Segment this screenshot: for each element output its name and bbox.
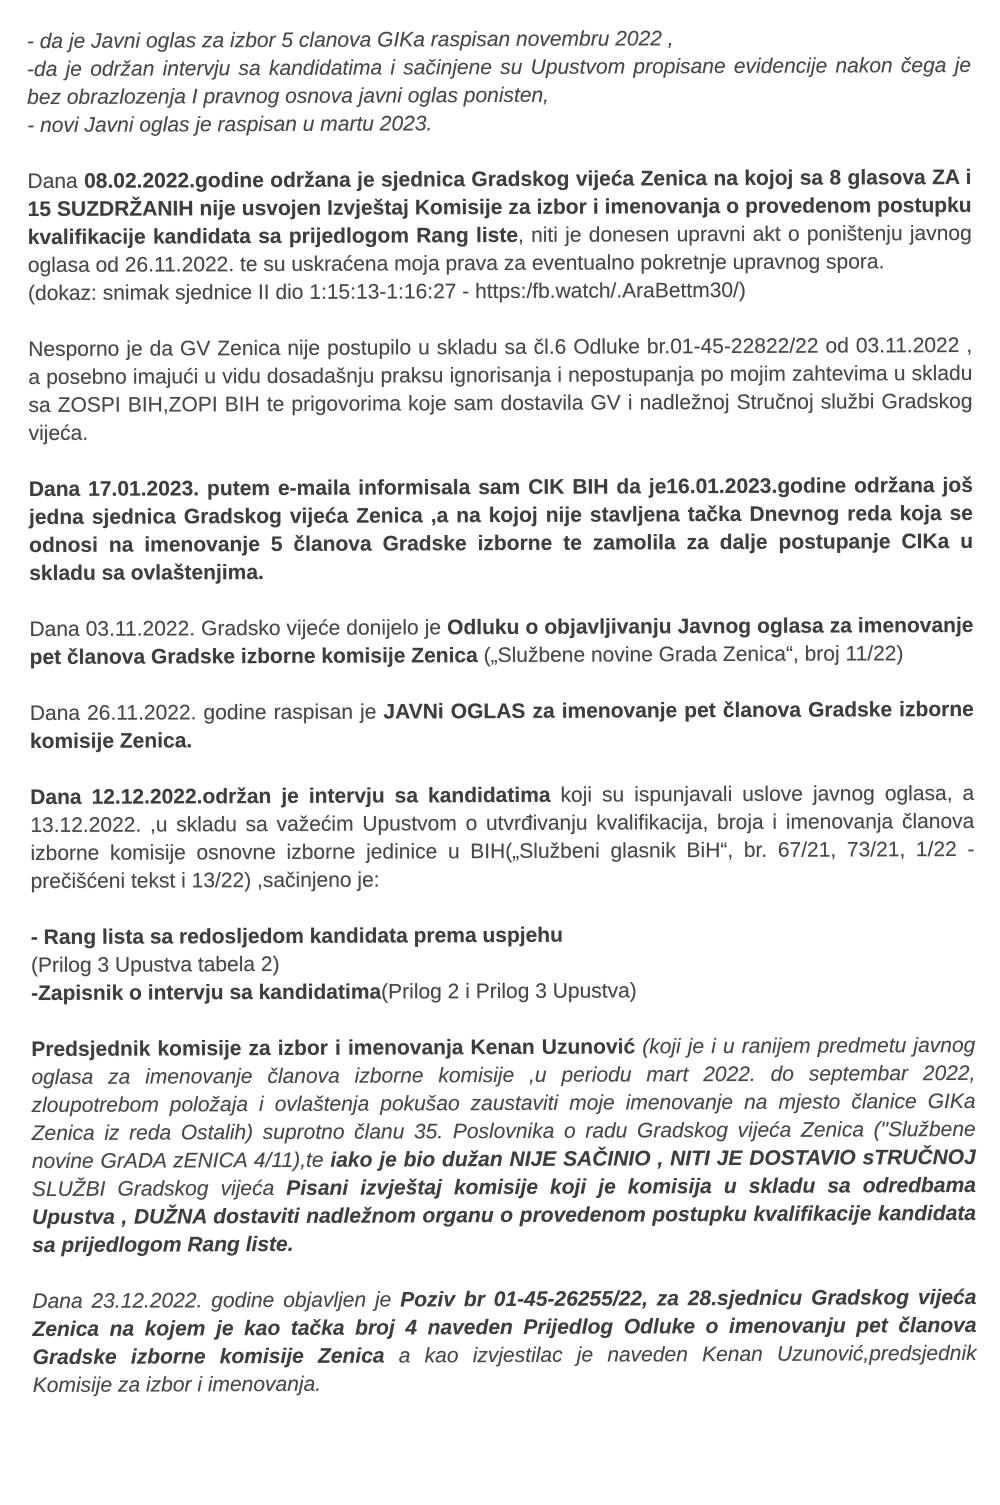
paragraph-rang-lista-zapisnik [31,920,975,1008]
paragraph-nesporno-gv-zenica [28,332,972,448]
text-run: Nesporno je da GV Zenica nije postupilo u skladu sa čl.6 Odluke br.01-45-22822/22 od 03.11.2022 , a posebno imajući u vidu dosadašnju praksu ignorisanja i nepostupanja po mojim zahtevima u skladu sa ZOSPI BIH,ZOPI BIH te prigovorima koje sam dostavila GV i nadležnoj Stručnoj službi Gradskog vijeća. [28,333,973,446]
text-run: (dokaz: snimak sjednice II dio 1:15:13-1:16:27 - https:/fb.watch/.AraBettm30/) [27,278,746,306]
paragraph-cik-email-17-01-2023 [29,472,973,588]
paragraph-poziv-23-12-2022 [32,1284,976,1400]
text-run: („Službene novine Grada Zenica“, broj 11/22) [477,642,904,668]
text-run: JAVNi OGLAS za imenovanje pet članova Gradske izborne komisije Zenica. [29,697,974,754]
text-run: Poziv br 01-45-26255/22, za 28.sjednicu Gradskog vijeća Zenica na kojem je kao tačka broj 4 naveden Prijedlog Odluke o imenovanju pet članova Gradske izborne komisije Zenica [32,1285,977,1370]
text-run: Dana 26.11.2022. godine raspisan je [29,700,384,726]
text-run: Dana 23.12.2022. godine objavljen je [32,1288,401,1314]
text-run: iako je bio dužan NIJE SAČINIO , NITI JE DOSTAVIO sTRUČNOJ [330,1145,976,1172]
paragraph-intervju-12-12-2022 [30,780,974,896]
text-run: 08.02.2022.godine održana je sjednica Gradskog vijeća Zenica na kojoj sa 8 glasova ZA i 15 SUZDRŽANIH nije usvojen Izvještaj Komisije za izbor i imenovanja o provedenom postupku kvalifikacije kandidata sa prijedlogom Rang liste [27,165,972,250]
text-run: koji su ispunjavali uslove javnog oglasa, a 13.12.2022. ,u skladu sa važećim Upustvom o utvrđivanju kvalifikacija, broja i imenovanja članova izborne komisije osnovne izborne jedinice u BIH(„Službeni glasnik BiH“, br. 67/21, 73/21, 1/22 - prečišćeni tekst i 13/22) ,sačinjeno je: [30,781,975,894]
text-run: , niti je donesen upravni akt o poništenju javnog oglasa od 26.11.2022. te su uskraćena moja prava za eventualno pokretnje upravnog spora. [27,221,972,278]
text-run: Pisani izvještaj komisije koji je komisija u skladu sa odredbama Upustva , DUŽNA dostaviti nadležnom organu o provedenom postupku kvalifikacije kandidata sa prijedlogom Rang liste. [31,1173,977,1258]
text-run: Dana 12.12.2022.održan je intervju sa kandidatima [30,783,551,810]
text-run: Predsjednik komisije za izbor i imenovanja Kenan Uzunović [31,1035,643,1062]
text-run: a kao izvjestilac je naveden Kenan Uzunović,predsjednik Komisije za izbor i imenovanja. [32,1341,977,1398]
text-run: Dana [27,169,85,194]
text-run: (koji je i u ranijem predmetu javnog oglasa za imenovanje članova izborne komisije ,u periodu mart 2022. do septembar 2022, zloupotrebom položaja i ovlaštenja pokušao zaustaviti moje imenovanje na mjesto članice GIKa Zenica iz reda Ostalih) suprotno članu 35. Poslovnika o radu Gradskog vijeća Zenica ("Službene novine GrADA zENICA 4/11),te [31,1033,976,1174]
text-run: SLUŽBI Gradskog vijeća [31,1176,287,1202]
paragraph-predsjednik-komisije [31,1032,976,1260]
text-run: Dana 17.01.2023. putem e-maila informisala sam CIK BIH da je16.01.2023.godine održana još jedna sjednica Gradskog vijeća Zenica ,a na kojoj nije stavljena tačka Dnevnog reda koja se odnosi na imenovanje 5 članova Gradske izborne te zamolila za dalje postupanje CIKa u skladu sa ovlaštenjima. [28,473,974,586]
text-run: Dana 03.11.2022. Gradsko vijeće donijelo je [29,616,448,642]
text-run: (Prilog 3 Upustva tabela 2) [30,952,280,978]
paragraph-intro-claims [27,24,971,140]
text-run: Odluku o objavljivanju Javnog oglasa za imenovanje pet članova Gradske izborne komisije Zenica [29,613,974,670]
paragraph-javni-oglas-26-11-2022 [30,696,974,756]
text-run: (Prilog 2 i Prilog 3 Upustva) [381,979,637,1004]
text-run: - Rang lista sa redosljedom kandidata prema uspjehu [30,923,563,950]
paragraph-odluka-03-11-2022 [29,612,973,672]
text-run: - novi Javni oglas je raspisan u martu 2023. [27,112,433,138]
text-run: - da je Javni oglas za izbor 5 clanova GIKa raspisan novembru 2022 , [26,27,674,54]
paragraph-session-08-02-2022 [27,164,972,308]
text-run: -da je održan intervju sa kandidatima i sačinjene su Upustvom propisane evidencije nakon čega je bez obrazlozenja I pravnog osnova javni oglas ponisten, [26,53,972,110]
text-run: -Zapisnik o intervju sa kandidatima [31,980,382,1006]
